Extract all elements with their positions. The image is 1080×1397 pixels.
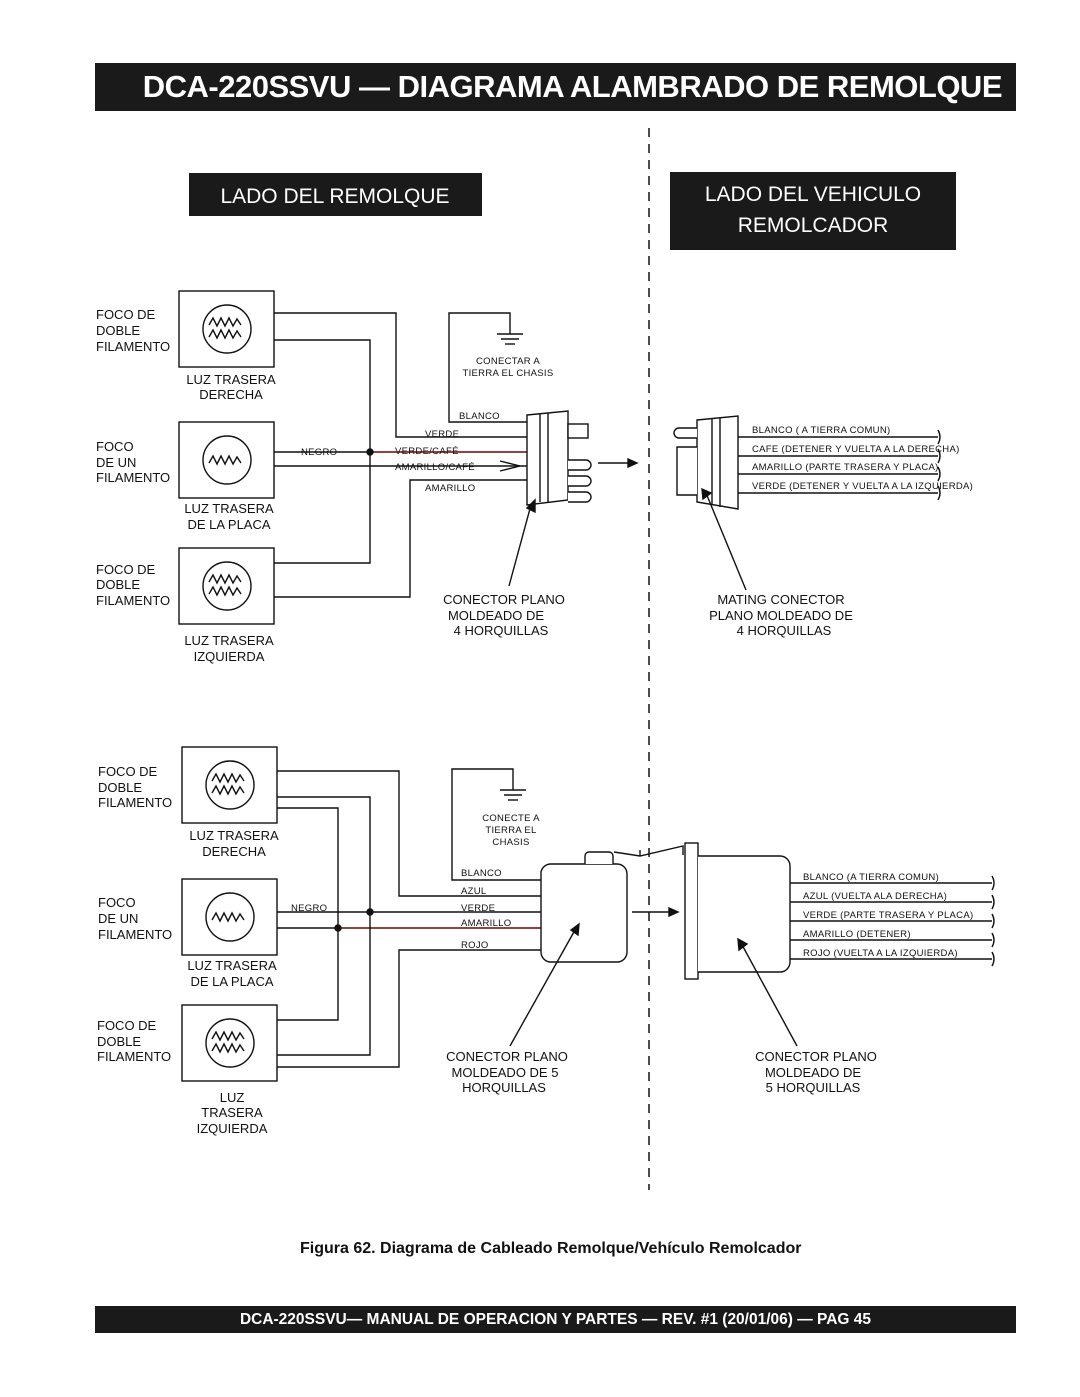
- svg-text:LADO DEL VEHICULO: LADO DEL VEHICULO: [704, 183, 922, 206]
- svg-text:FOCO DE: FOCO DE: [96, 307, 156, 322]
- svg-text:VERDE/CAFÉ: VERDE/CAFÉ: [395, 446, 459, 457]
- svg-text:BLANCO: BLANCO: [459, 411, 500, 422]
- svg-text:VERDE (DETENER Y VUELTA A LA I: VERDE (DETENER Y VUELTA A LA IZQUIERDA): [752, 481, 974, 492]
- svg-text:ROJO (VUELTA A LA IZQUIERDA): ROJO (VUELTA A LA IZQUIERDA): [803, 948, 958, 959]
- svg-text:AZUL (VUELTA ALA DERECHA): AZUL (VUELTA ALA DERECHA): [803, 891, 948, 902]
- svg-text:CHASIS: CHASIS: [492, 837, 530, 848]
- mating-5-pin-connector: [685, 843, 698, 979]
- svg-text:FILAMENTO: FILAMENTO: [96, 593, 171, 608]
- svg-text:FILAMENTO: FILAMENTO: [98, 927, 173, 942]
- svg-text:DERECHA: DERECHA: [202, 844, 266, 859]
- svg-text:AMARILLO (PARTE TRASERA Y PLAC: AMARILLO (PARTE TRASERA Y PLACA): [752, 462, 939, 473]
- lamp-box: [182, 1005, 277, 1081]
- svg-text:VERDE: VERDE: [461, 903, 496, 914]
- svg-text:NEGRO: NEGRO: [301, 447, 338, 458]
- svg-text:BLANCO: BLANCO: [461, 868, 502, 879]
- svg-text:DOBLE: DOBLE: [98, 780, 143, 795]
- svg-text:DE LA PLACA: DE LA PLACA: [187, 517, 271, 532]
- svg-text:FOCO: FOCO: [98, 895, 136, 910]
- header-trailer-side: [189, 173, 482, 216]
- svg-text:VERDE: VERDE: [425, 429, 460, 440]
- double-filament-bulb-icon: [206, 1019, 254, 1067]
- svg-text:MATING CONECTOR: MATING CONECTOR: [717, 592, 845, 607]
- svg-text:DERECHA: DERECHA: [199, 387, 263, 402]
- svg-text:CONECTOR PLANO: CONECTOR PLANO: [446, 1049, 568, 1064]
- lamp-box: [182, 747, 277, 823]
- lamp-box: [179, 291, 274, 367]
- svg-text:DOBLE: DOBLE: [97, 1034, 142, 1049]
- svg-text:FILAMENTO: FILAMENTO: [97, 1049, 172, 1064]
- double-filament-bulb-icon: [203, 562, 251, 610]
- svg-text:PLANO MOLDEADO DE: PLANO MOLDEADO DE: [709, 608, 853, 623]
- svg-text:FILAMENTO: FILAMENTO: [96, 470, 171, 485]
- lamp-box: [179, 548, 274, 624]
- svg-text:REMOLCADOR: REMOLCADOR: [737, 214, 889, 237]
- svg-text:LUZ: LUZ: [219, 1090, 245, 1105]
- svg-text:FILAMENTO: FILAMENTO: [96, 339, 171, 354]
- svg-text:TRASERA: TRASERA: [201, 1105, 263, 1120]
- svg-text:CAFE (DETENER Y VUELTA A LA DE: CAFE (DETENER Y VUELTA A LA DERECHA): [752, 444, 960, 455]
- svg-text:BLANCO ( A TIERRA COMUN): BLANCO ( A TIERRA COMUN): [752, 425, 891, 436]
- svg-text:AMARILLO: AMARILLO: [425, 483, 476, 494]
- svg-text:MOLDEADO DE: MOLDEADO DE: [764, 1065, 862, 1080]
- svg-text:TIERRA EL: TIERRA EL: [485, 825, 537, 836]
- svg-text:DOBLE: DOBLE: [96, 323, 141, 338]
- page-footer: DCA-220SSVU— MANUAL DE OPERACION Y PARTES — REV. #1 (20/01/06) — PAG 45: [95, 1306, 1016, 1333]
- flat-5-pin-connector: [541, 864, 627, 962]
- top-diagram: [179, 291, 940, 624]
- double-filament-bulb-icon: [203, 305, 251, 353]
- svg-text:HORQUILLAS: HORQUILLAS: [462, 1080, 546, 1095]
- svg-text:TIERRA EL CHASIS: TIERRA EL CHASIS: [462, 368, 554, 379]
- svg-text:LUZ TRASERA: LUZ TRASERA: [187, 958, 277, 973]
- svg-text:FOCO: FOCO: [96, 439, 134, 454]
- svg-text:AZUL: AZUL: [461, 886, 487, 897]
- svg-text:AMARILLO: AMARILLO: [461, 918, 512, 929]
- svg-text:LUZ TRASERA: LUZ TRASERA: [184, 633, 274, 648]
- svg-text:VERDE (PARTE TRASERA Y PLACA): VERDE (PARTE TRASERA Y PLACA): [803, 910, 974, 921]
- svg-text:DE LA PLACA: DE LA PLACA: [190, 974, 274, 989]
- svg-text:NEGRO: NEGRO: [291, 903, 328, 914]
- svg-text:LADO DEL REMOLQUE: LADO DEL REMOLQUE: [220, 185, 450, 208]
- svg-text:CONECTAR A: CONECTAR A: [475, 356, 541, 367]
- double-filament-bulb-icon: [206, 761, 254, 809]
- svg-text:4 HORQUILLAS: 4 HORQUILLAS: [453, 623, 549, 638]
- svg-text:CONECTE A: CONECTE A: [482, 813, 540, 824]
- figure-caption: Figura 62. Diagrama de Cableado Remolque/Vehículo Remolcador: [300, 1240, 802, 1257]
- svg-text:AMARILLO/CAFÉ: AMARILLO/CAFÉ: [395, 462, 475, 473]
- svg-text:CONECTOR PLANO: CONECTOR PLANO: [755, 1049, 877, 1064]
- svg-text:CONECTOR PLANO: CONECTOR PLANO: [443, 592, 565, 607]
- svg-text:DOBLE: DOBLE: [96, 577, 141, 592]
- svg-text:AMARILLO (DETENER): AMARILLO (DETENER): [803, 929, 911, 940]
- svg-text:LUZ TRASERA: LUZ TRASERA: [189, 828, 279, 843]
- svg-text:ROJO: ROJO: [461, 940, 489, 951]
- svg-text:BLANCO (A TIERRA COMUN): BLANCO (A TIERRA COMUN): [803, 872, 940, 883]
- svg-text:DE UN: DE UN: [96, 455, 137, 470]
- svg-text:MOLDEADO DE: MOLDEADO DE: [447, 608, 545, 623]
- svg-text:5 HORQUILLAS: 5 HORQUILLAS: [765, 1080, 861, 1095]
- svg-text:4 HORQUILLAS: 4 HORQUILLAS: [736, 623, 832, 638]
- page-title: DCA-220SSVU — DIAGRAMA ALAMBRADO DE REMOLQUE: [95, 63, 1016, 111]
- svg-text:DE UN: DE UN: [98, 911, 139, 926]
- svg-text:IZQUIERDA: IZQUIERDA: [196, 1121, 268, 1136]
- svg-text:LUZ TRASERA: LUZ TRASERA: [186, 372, 276, 387]
- svg-text:MOLDEADO DE 5: MOLDEADO DE 5: [451, 1065, 559, 1080]
- svg-text:FOCO DE: FOCO DE: [97, 1018, 157, 1033]
- header-vehicle-side: [670, 172, 956, 250]
- svg-text:FILAMENTO: FILAMENTO: [98, 795, 173, 810]
- svg-text:IZQUIERDA: IZQUIERDA: [193, 649, 265, 664]
- svg-text:FOCO DE: FOCO DE: [96, 562, 156, 577]
- svg-text:FOCO DE: FOCO DE: [98, 764, 158, 779]
- svg-text:LUZ TRASERA: LUZ TRASERA: [184, 501, 274, 516]
